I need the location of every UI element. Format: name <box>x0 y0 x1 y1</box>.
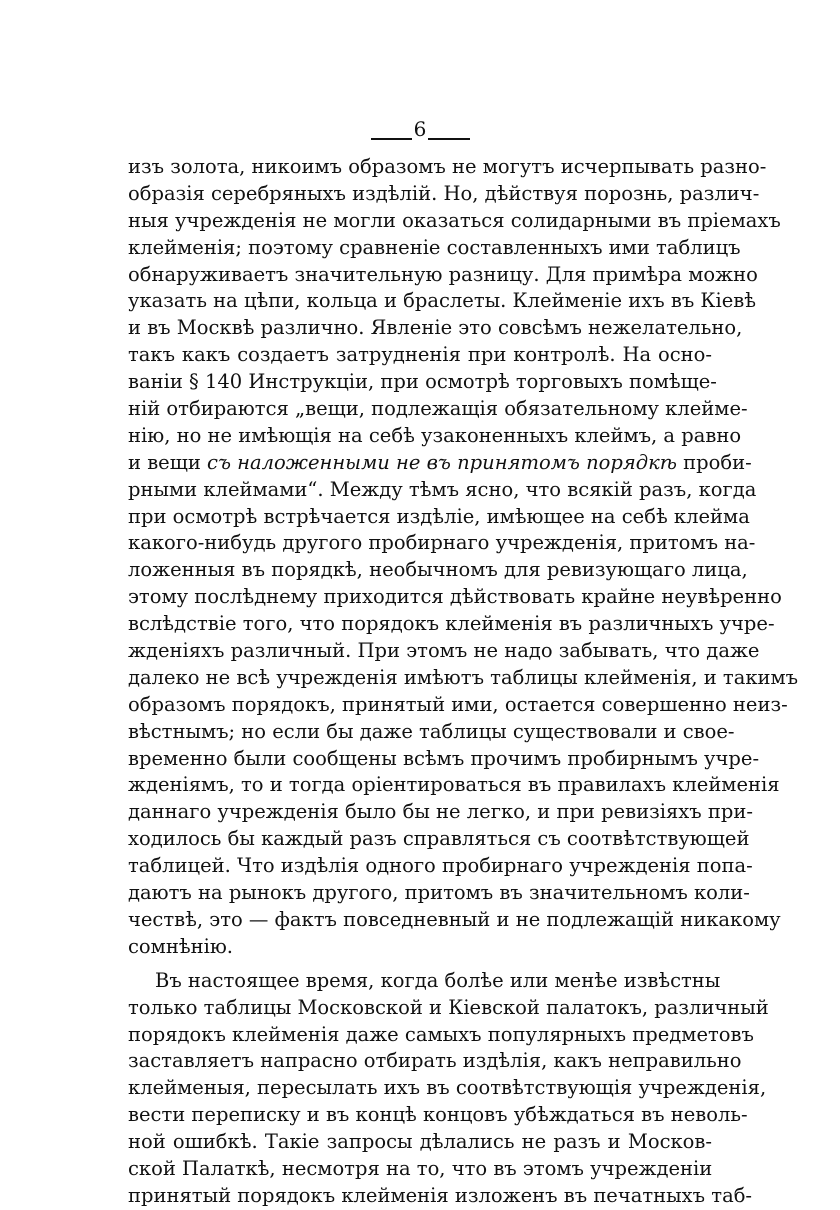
text-line: этому послѣднему приходится дѣйствовать крайне неувѣренно <box>128 585 782 609</box>
text-line: обнаруживаетъ значительную разницу. Для примѣра можно <box>128 262 758 286</box>
text-line: только таблицы Московской и Кіевской палатокъ, различный <box>128 995 769 1019</box>
text-line-start: и вещи <box>128 450 208 474</box>
text-line: какого-нибудь другого пробирнаго учрежденія, притомъ на- <box>128 531 756 555</box>
text-line: ложенныя въ порядкѣ, необычномъ для ревизующаго лица, <box>128 558 748 582</box>
text-line: ской Палаткѣ, несмотря на то, что въ этомъ учрежденіи <box>128 1156 713 1180</box>
text-line: ній отбираются „вещи, подлежащія обязательному клейме- <box>128 397 748 421</box>
text-line: нію, но не имѣющія на себѣ узаконенныхъ клеймъ, а равно <box>128 423 742 447</box>
text-line: чествѣ, это — фактъ повседневный и не подлежащій никакому <box>128 907 781 931</box>
text-line: Въ настоящее время, когда болѣе или менѣе извѣстны <box>155 968 721 992</box>
text-line: жденіяхъ различный. При этомъ не надо забывать, что даже <box>128 639 760 663</box>
text-line: и въ Москвѣ различно. Явленіе это совсѣмъ нежелательно, <box>128 316 743 340</box>
text-line: временно были сообщены всѣмъ прочимъ пробирнымъ учре- <box>128 746 760 770</box>
page-number: 6 <box>413 117 427 141</box>
header-rule-left <box>371 138 412 140</box>
italic-phrase: съ наложенными не въ принятомъ порядкѣ <box>207 450 677 474</box>
text-line: вслѣдствіе того, что порядокъ клейменія въ различныхъ учре- <box>128 612 775 636</box>
text-line: таблицей. Что издѣлія одного пробирнаго учрежденія попа- <box>128 854 753 878</box>
text-line: такъ какъ создаетъ затрудненія при контролѣ. На осно- <box>128 343 712 367</box>
text-line: заставляетъ напрасно отбирать издѣлія, какъ неправильно <box>128 1049 742 1073</box>
text-line: изъ золота, никоимъ образомъ не могутъ исчерпывать разно- <box>128 155 767 178</box>
text-line: клейменія; поэтому сравненіе составленныхъ ими таблицъ <box>128 235 741 259</box>
text-line: рными клеймами“. Между тѣмъ ясно, что всякій разъ, когда <box>128 477 757 501</box>
text-line-end: проби- <box>676 450 752 474</box>
text-line: сомнѣнію. <box>128 934 233 958</box>
text-line: ной ошибкѣ. Такіе запросы дѣлались не разъ и Москов- <box>128 1130 712 1154</box>
text-line: клейменыя, пересылать ихъ въ соотвѣтствующія учрежденія, <box>128 1076 767 1100</box>
text-line: вести переписку и въ концѣ концовъ убѣждаться въ неволь- <box>128 1103 748 1127</box>
text-line: вѣстнымъ; но если бы даже таблицы существовали и свое- <box>128 719 735 743</box>
paragraph-gap <box>128 961 712 968</box>
text-line: порядокъ клейменія даже самыхъ популярныхъ предметовъ <box>128 1022 754 1046</box>
text-line: ныя учрежденія не могли оказаться солидарными въ пріемахъ <box>128 208 781 232</box>
text-line: указать на цѣпи, кольца и браслеты. Клейменіе ихъ въ Кіевѣ <box>128 289 757 313</box>
page-header <box>0 116 840 144</box>
text-line-with-italic <box>128 450 752 477</box>
text-line: при осмотрѣ встрѣчается издѣліе, имѣющее на себѣ клейма <box>128 504 750 528</box>
text-line: жденіямъ, то и тогда оріентироваться въ правилахъ клейменія <box>128 773 780 797</box>
text-line: ваніи § 140 Инструкціи, при осмотрѣ торговыхъ помѣще- <box>128 370 717 394</box>
text-line: далеко не всѣ учрежденія имѣютъ таблицы клейменія, и такимъ <box>128 665 799 689</box>
text-line: даютъ на рынокъ другого, притомъ въ значительномъ коли- <box>128 881 750 905</box>
text-line: образомъ порядокъ, принятый ими, остается совершенно неиз- <box>128 692 788 716</box>
paragraph-1 <box>128 154 799 961</box>
header-rule-right <box>428 138 470 140</box>
text-line: принятый порядокъ клейменія изложенъ въ печатныхъ таб- <box>128 1183 753 1207</box>
body-text <box>128 154 799 1210</box>
text-line: образія серебряныхъ издѣлій. Но, дѣйствуя порознь, различ- <box>128 181 760 205</box>
text-line: ходилось бы каждый разъ справляться съ соотвѣтствующей <box>128 827 750 851</box>
paragraph-2 <box>128 968 769 1210</box>
text-line: даннаго учрежденія было бы не легко, и при ревизіяхъ при- <box>128 800 753 824</box>
